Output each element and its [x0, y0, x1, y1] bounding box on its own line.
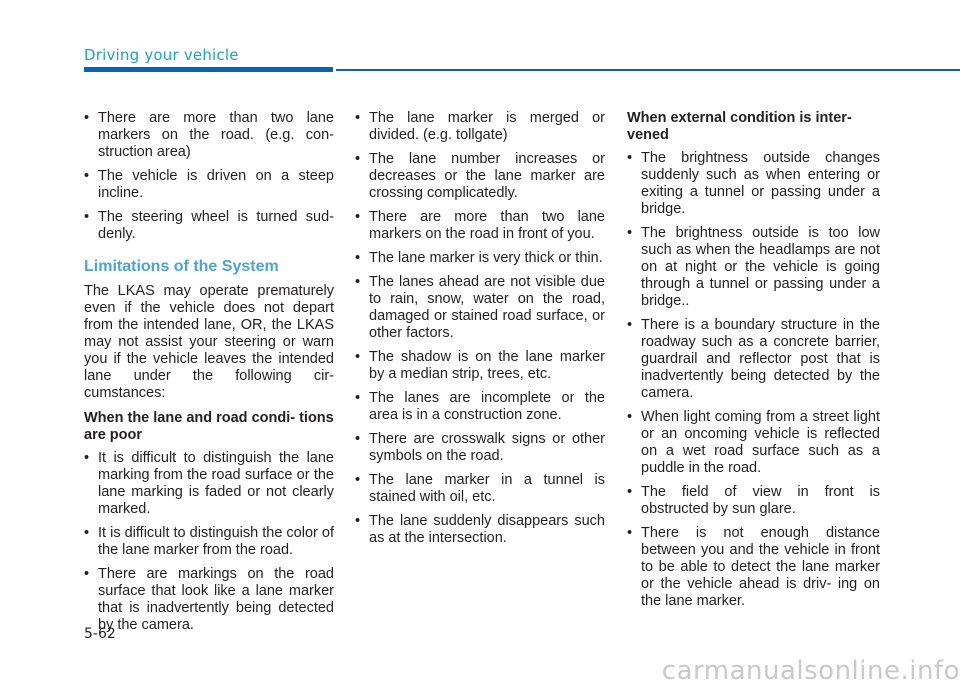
list-item: • The lane marker in a tunnel is stained with oil, etc. — [355, 472, 605, 506]
column-right — [627, 110, 880, 617]
list-item: • There are more than two lane markers on the road in front of you. — [355, 209, 605, 243]
page-number: 5-62 — [84, 626, 116, 642]
subheading-lane-conditions: When the lane and road condi- tions are poor — [84, 410, 334, 443]
list-item: • The brightness outside changes suddenly such as when entering or exiting a tunnel or passing under a bridge. — [627, 150, 880, 218]
list-item: • It is difficult to distinguish the color of the lane marker from the road. — [84, 525, 334, 559]
list-item: • The field of view in front is obstructed by sun glare. — [627, 484, 880, 518]
list-item: • When light coming from a street light or an oncoming vehicle is reflected on a wet road surface such as a puddle in the road. — [627, 409, 880, 477]
list-item: • The lanes are incomplete or the area is in a construction zone. — [355, 390, 605, 424]
header-rule — [336, 69, 960, 71]
bullet-list — [355, 110, 605, 547]
list-item: • The shadow is on the lane marker by a median strip, trees, etc. — [355, 349, 605, 383]
list-item: • There is a boundary structure in the roadway such as a concrete barrier, guardrail and reflector post that is inadvertently being detected by the camera. — [627, 317, 880, 402]
column-left — [84, 110, 334, 641]
list-item: • The lane suddenly disappears such as at the intersection. — [355, 513, 605, 547]
list-item: • There are more than two lane markers on the road. (e.g. con- struction area) — [84, 110, 334, 161]
header-title: Driving your vehicle — [84, 46, 239, 64]
section-paragraph: The LKAS may operate prematurely even if the vehicle does not depart from the intended lane, OR, the LKAS may not assist your steering or warn you if the vehicle leaves the intended lane under the following cir- cumstances: — [84, 283, 334, 401]
subheading-external-conditions: When external condition is inter- vened — [627, 110, 852, 143]
column-middle — [355, 110, 605, 554]
bullet-list — [627, 150, 880, 610]
list-item: • The lane marker is merged or divided. (e.g. tollgate) — [355, 110, 605, 144]
list-item: • The lane marker is very thick or thin. — [355, 250, 605, 267]
list-item: • There is not enough distance between you and the vehicle in front to be able to detect the lane marker or the vehicle ahead is driv- ing on the lane marker. — [627, 525, 880, 610]
list-item: • There are markings on the road surface that look like a lane marker that is inadvertently being detected by the camera. — [84, 566, 334, 634]
list-item: • The steering wheel is turned sud- denly. — [84, 209, 334, 243]
section-title: Limitations of the System — [84, 258, 279, 275]
bullet-list — [84, 450, 334, 634]
list-item: • It is difficult to distinguish the lane marking from the road surface or the lane marking is faded or not clearly marked. — [84, 450, 334, 518]
list-item: • The brightness outside is too low such as when the headlamps are not on at night or the vehicle is going through a tunnel or passing under a bridge.. — [627, 225, 880, 310]
list-item: • The lanes ahead are not visible due to rain, snow, water on the road, damaged or stained road surface, or other factors. — [355, 274, 605, 342]
watermark: carmanualsonline.info — [661, 656, 960, 686]
list-item: • The vehicle is driven on a steep incline. — [84, 168, 334, 202]
list-item: • The lane number increases or decreases or the lane marker are crossing complicatedly. — [355, 151, 605, 202]
bullet-list — [84, 110, 334, 243]
header-bar — [84, 67, 333, 72]
list-item: • There are crosswalk signs or other symbols on the road. — [355, 431, 605, 465]
